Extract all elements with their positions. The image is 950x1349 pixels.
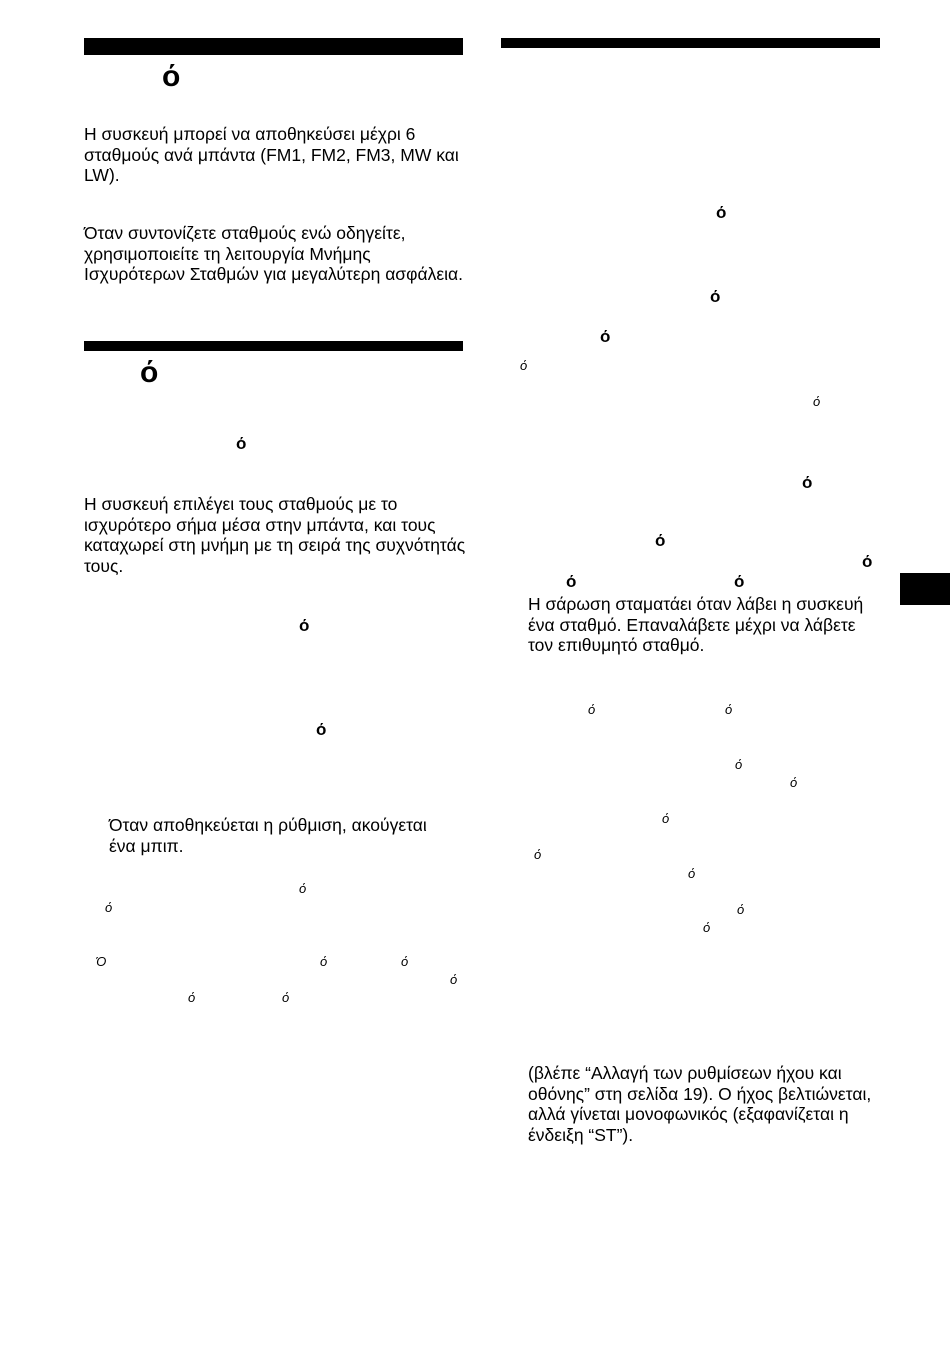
note-glyph: ό bbox=[534, 847, 542, 862]
step-glyph: ό bbox=[802, 473, 813, 492]
step-glyph: ό bbox=[710, 287, 721, 306]
left-section-rule-top bbox=[84, 38, 463, 55]
note-glyph: ό bbox=[588, 702, 596, 717]
note-glyph: ό bbox=[737, 902, 745, 917]
intro-paragraph: Η συσκευή μπορεί να αποθηκεύσει μέχρι 6 σταθμούς ανά μπάντα (FM1, FM2, FM3, MW και LW). bbox=[84, 124, 459, 185]
step-glyph: ό bbox=[734, 572, 745, 591]
note-glyph: ό bbox=[401, 954, 409, 969]
note-glyph: ό bbox=[520, 358, 528, 373]
note-glyph: ό bbox=[813, 394, 821, 409]
note-glyph: Ό bbox=[96, 954, 107, 969]
note-glyph: ό bbox=[735, 757, 743, 772]
note-glyph: ό bbox=[725, 702, 733, 717]
note-glyph: ό bbox=[188, 990, 196, 1005]
note-glyph: ό bbox=[282, 990, 290, 1005]
step-glyph: ό bbox=[566, 572, 577, 591]
step-glyph: ό bbox=[862, 552, 873, 571]
note-glyph: ό bbox=[450, 972, 458, 987]
note-glyph: ό bbox=[662, 811, 670, 826]
step-glyph: ό bbox=[600, 327, 611, 346]
step-glyph: ό bbox=[316, 720, 327, 739]
left-section-rule-middle bbox=[84, 341, 463, 351]
step-glyph: ό bbox=[299, 616, 310, 635]
note-glyph: ό bbox=[703, 920, 711, 935]
bts-paragraph: Η συσκευή επιλέγει τους σταθμούς με το ισχυρότερο σήμα μέσα στην μπάντα, και τους καταχωρεί στη μνήμη με τη σειρά της συχνότητάς τους. bbox=[84, 494, 466, 576]
step-glyph: ό bbox=[236, 434, 247, 453]
note-glyph: ό bbox=[790, 775, 798, 790]
note-glyph: ό bbox=[105, 900, 113, 915]
right-section-rule-top bbox=[501, 38, 880, 48]
heading-glyph: ό bbox=[140, 356, 159, 389]
note-glyph: ό bbox=[320, 954, 328, 969]
mono-paragraph: (βλέπε “Αλλαγή των ρυθμίσεων ήχου και οθόνης” στη σελίδα 19). Ο ήχος βελτιώνεται, αλλά γίνεται μονοφωνικός (εξαφανίζεται η ένδειξη “ST”). bbox=[528, 1063, 872, 1145]
beep-note: Όταν αποθηκεύεται η ρύθμιση, ακούγεται ένα μπιπ. bbox=[109, 815, 427, 856]
note-glyph: ό bbox=[299, 881, 307, 896]
heading-glyph: ό bbox=[162, 60, 181, 93]
scan-paragraph: Η σάρωση σταματάει όταν λάβει η συσκευή ένα σταθμό. Επαναλάβετε μέχρι να λάβετε τον επιθυμητό σταθμό. bbox=[528, 594, 864, 655]
caution-paragraph: Όταν συντονίζετε σταθμούς ενώ οδηγείτε, χρησιμοποιείτε τη λειτουργία Μνήμης Ισχυρότερων Σταθμών για μεγαλύτερη ασφάλεια. bbox=[84, 223, 463, 284]
step-glyph: ό bbox=[716, 203, 727, 222]
step-glyph: ό bbox=[655, 531, 666, 550]
note-glyph: ό bbox=[688, 866, 696, 881]
chapter-tab bbox=[900, 573, 950, 605]
